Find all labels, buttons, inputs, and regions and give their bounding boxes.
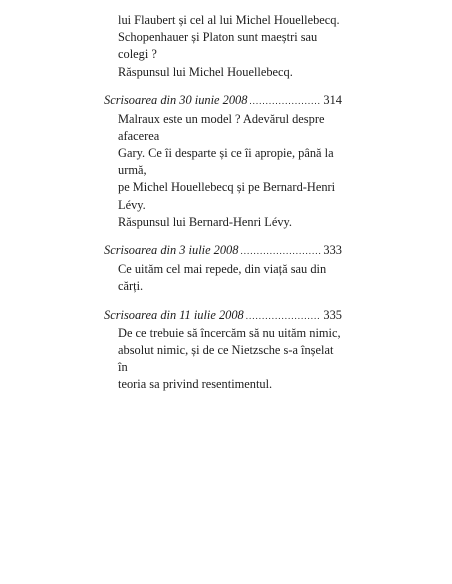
toc-text-line: lui Flaubert și cel al lui Michel Houellebecq. bbox=[118, 13, 340, 27]
toc-text-line: Schopenhauer și Platon sunt maeștri sau colegi ? bbox=[118, 30, 318, 62]
toc-entry-heading bbox=[104, 242, 342, 260]
toc-entry bbox=[104, 242, 342, 295]
dot-leader bbox=[249, 93, 321, 110]
toc-page-number: 335 bbox=[323, 307, 342, 322]
toc-entry-heading bbox=[104, 92, 342, 110]
toc-text-line: Ce uităm cel mai repede, din viață sau din cărți. bbox=[118, 261, 327, 293]
toc-entry-title: Scrisoarea din 30 iunie 2008 bbox=[104, 93, 248, 108]
toc-entry bbox=[104, 92, 342, 231]
toc-page-number: 333 bbox=[323, 243, 342, 258]
toc-text-line: Gary. Ce îi desparte și ce îi apropie, până la urmă, bbox=[118, 145, 334, 178]
toc-entry bbox=[104, 307, 342, 394]
toc-entry-heading bbox=[104, 307, 342, 325]
dot-leader bbox=[246, 308, 322, 325]
toc-continuation bbox=[104, 12, 342, 81]
toc-entry-title: Scrisoarea din 11 iulie 2008 bbox=[104, 307, 244, 322]
toc-page-number: 314 bbox=[323, 93, 342, 108]
toc-entry-title: Scrisoarea din 3 iulie 2008 bbox=[104, 243, 239, 258]
toc-text-line: pe Michel Houellebecq și pe Bernard-Henri Lévy. bbox=[118, 180, 336, 212]
dot-leader bbox=[240, 243, 321, 260]
toc-text-line: teoria sa privind resentimentul. bbox=[118, 377, 273, 392]
toc-text-line: Malraux este un model ? Adevărul despre afacerea bbox=[118, 111, 325, 143]
table-of-contents bbox=[104, 12, 342, 394]
toc-text-line: Răspunsul lui Bernard-Henri Lévy. bbox=[118, 214, 293, 229]
toc-text-line: Răspunsul lui Michel Houellebecq. bbox=[118, 64, 293, 79]
toc-text-line: De ce trebuie să încercăm să nu uităm nimic, bbox=[118, 325, 341, 340]
toc-text-line: absolut nimic, și de ce Nietzsche s-a înșelat în bbox=[118, 342, 334, 375]
